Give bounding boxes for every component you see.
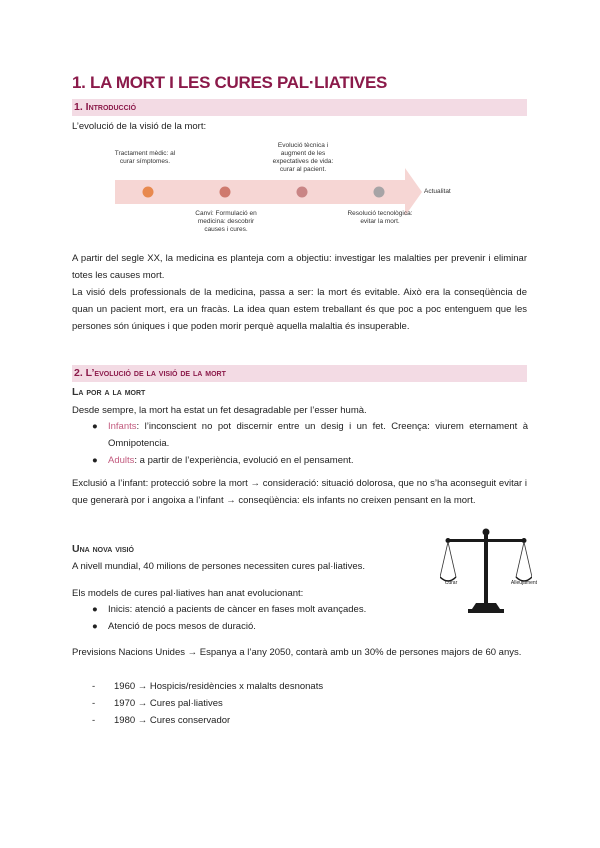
timeline-diagram bbox=[110, 140, 530, 240]
dash-marker: - bbox=[92, 681, 96, 692]
bullet-text-atencio: Atenció de pocs mesos de duració. bbox=[108, 621, 256, 632]
dash-item-text: 1980 → Cures conservador bbox=[114, 715, 231, 726]
bullet-inicis bbox=[92, 601, 432, 618]
timeline-label-3: Evolució tècnica i augment de les expectatives de vida: curar al pacient. bbox=[272, 142, 334, 173]
models-intro-text: Els models de cures pal·liatives han anat evolucionant: bbox=[72, 588, 304, 599]
timeline-dot-1 bbox=[143, 187, 154, 198]
bullet-atencio bbox=[92, 618, 432, 635]
timeline-label-2: Canvi: Formulació en medicina: descobrir causes i cures. bbox=[195, 210, 257, 233]
nova-visio-text: A nivell mundial, 40 milions de persones necessiten cures pal·liatives. bbox=[72, 561, 366, 572]
timeline-label-4: Resolució tecnològica: evitar la mort. bbox=[347, 210, 413, 225]
balance-scale-icon bbox=[440, 525, 532, 617]
timeline-label-1: Tractament mèdic: al curar símptomes. bbox=[114, 150, 176, 165]
dash-item-1970 bbox=[92, 695, 472, 712]
dash-item-1980 bbox=[92, 712, 472, 729]
bullet-label-infants: Infants bbox=[108, 421, 137, 432]
timeline-end-label: Actualitat bbox=[424, 188, 451, 195]
intro-text: L’evolució de la visió de la mort: bbox=[72, 121, 207, 132]
dash-item-text: 1960 → Hospicis/residències x malalts desnonats bbox=[114, 681, 324, 692]
timeline-dot-2 bbox=[220, 187, 231, 198]
dash-item-1960 bbox=[92, 678, 472, 695]
page-title: 1. LA MORT I LES CURES PAL·LIATIVES bbox=[72, 73, 388, 92]
dash-item-text: 1970 → Cures pal·liatives bbox=[114, 698, 223, 709]
por-mort-text: Desde sempre, la mort ha estat un fet desagradable per l’esser humà. bbox=[72, 405, 367, 416]
timeline-dot-3 bbox=[297, 187, 308, 198]
subheading-por-mort: La por a la mort bbox=[72, 386, 146, 398]
bullet-adults bbox=[92, 452, 528, 469]
bullet-text-infants: : l’inconscient no pot discernir entre un desig i un fet. Creença: viurem eternament à Omnipotencia. bbox=[108, 421, 528, 449]
scale-label-alleujament: Alleujament bbox=[510, 580, 538, 586]
bullet-label-adults: Adults bbox=[108, 455, 135, 466]
timeline-dot-4 bbox=[374, 187, 385, 198]
scale-label-curar: Curar bbox=[444, 580, 458, 586]
dash-marker: - bbox=[92, 698, 96, 709]
previsions-text: Previsions Nacions Unides → Espanya a l’any 2050, contarà amb un 30% de persones majors de 60 anys. bbox=[72, 647, 522, 658]
balance-scale-illustration bbox=[440, 525, 538, 617]
exclusio-text: Exclusió a l’infant: protecció sobre la mort → consideració: situació dolorosa, que no s’ha aconseguit evitar i que generarà por i angoixa a l’infant → conseqüència: els infants no creixen pensant en la mort. bbox=[72, 478, 527, 506]
subheading-nova-visio: Una nova visió bbox=[72, 543, 134, 555]
section-heading-label: 1. Introducció bbox=[74, 101, 137, 113]
section-heading-introduccio bbox=[72, 99, 527, 116]
bullet-dot: ● bbox=[92, 421, 98, 432]
bullet-dot: ● bbox=[92, 621, 98, 632]
bullet-text-adults: : a partir de l’experiència, evolució en el pensament. bbox=[134, 455, 354, 466]
bullet-dot: ● bbox=[92, 604, 98, 615]
section-heading-evolucio bbox=[72, 365, 527, 382]
bullet-dot: ● bbox=[92, 455, 98, 466]
paragraph-visio-professionals: La visió dels professionals de la medicina, passa a ser: la mort és evitable. Això era la conseqüència de quan un pacient mort, era un fracàs. La idea quan estem treballant és que poc a poc entenguem que les persones són úniques i que poden morir perquè aquella malaltia és insuperable. bbox=[72, 287, 527, 332]
bullet-text-inicis: Inicis: atenció a pacients de càncer en fases molt avançades. bbox=[108, 604, 367, 615]
dash-marker: - bbox=[92, 715, 96, 726]
paragraph-segle-xx: A partir del segle XX, la medicina es planteja com a objectiu: investigar les malalties per prevenir i eliminar totes les causes mort. bbox=[72, 253, 527, 281]
bullet-infants bbox=[92, 418, 528, 452]
section-heading-label: 2. L’evolució de la visió de la mort bbox=[74, 367, 226, 379]
